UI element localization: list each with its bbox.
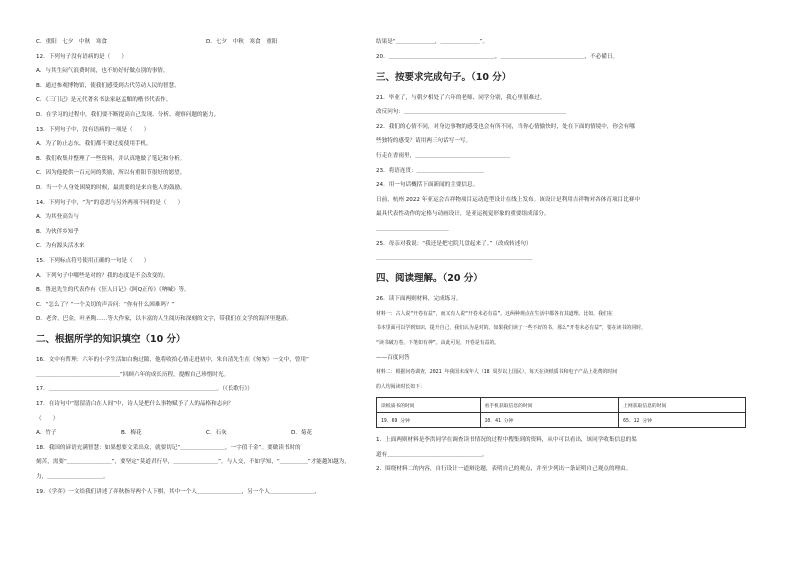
question-line: 14．下列句子中，“为”的意思与另外两项不同的是（ ） xyxy=(36,199,184,206)
question-line: 日前，杭州 2022 年亚运会吉祥物项目运动造型设计在线上发布。该设计是利用吉祥物对各体育项目比赛中 xyxy=(376,196,640,203)
question-line: 22．我们的心情不同，对身边事物的感受也会有所不同，当你心情愉快时，处在下面的情境中，你会有哪 xyxy=(376,123,635,130)
question-line: B．我们收集并整理了一些资料，并认真地做了笔记和分析。 xyxy=(36,155,186,162)
question-line: ＿＿＿＿＿＿＿＿＿＿＿＿＿＿＿＿＿＿＿＿＿＿＿＿＿＿＿＿ xyxy=(376,255,533,262)
section-heading: 四、阅读理解。（20 分） xyxy=(376,273,483,285)
question-line: 20．＿＿＿＿＿＿＿＿＿＿＿＿＿＿＿＿＿＿＿，＿＿＿＿＿＿＿＿＿＿＿＿＿＿＿，不必備日。 xyxy=(376,53,619,60)
option-row xyxy=(36,429,376,437)
question-line: B．通过参观博物馆，使我们感受到古代劳动人民的智慧。 xyxy=(36,82,180,89)
question-line: 21．毕业了，与朝夕相处了六年的老师、同学分别，我心里很难过。 xyxy=(376,94,546,101)
option-row xyxy=(36,38,376,46)
question-line: 结果是“＿＿＿＿＿＿＿，＿＿＿＿＿＿＿”。 xyxy=(376,39,489,45)
question-line: ＿＿＿＿＿＿＿＿＿＿＿＿＿ xyxy=(376,225,449,232)
question-line: C．“怎么了？”一个关切的声音问：“你有什么困难吗？” xyxy=(36,301,175,308)
right-column xyxy=(376,38,756,480)
question-line: C．《三门记》是元代著名书法家赵孟頫的楷书代表作。 xyxy=(36,97,172,104)
question-line: 改反问句：＿＿＿＿＿＿＿＿＿＿＿＿＿＿＿＿＿＿＿＿＿＿＿＿＿＿＿＿＿ xyxy=(376,109,567,116)
material-text-line: 书本里面可以学到知识、提升自己，我们认为是对的。如果我们读了一些不好的书，那么“开卷未必有益”，要在读书的同时， xyxy=(376,325,646,332)
question-line: 13．下列句子中，没有语病的一项是（ ） xyxy=(36,126,150,133)
question-line: A．下列句子中哪些是对的？我的态度是不会改变的。 xyxy=(36,272,169,279)
material-text-line: 材料二：根据问卷调查，2021 年我国未成年人（18 周岁以上国民），每天在读纸质书和电子产品上花费的时间 xyxy=(376,369,618,376)
question-line: 道有＿＿＿＿＿＿＿＿＿＿＿＿＿＿＿＿＿。 xyxy=(376,451,488,458)
table-header-cell: 看手机获取信息的时间 xyxy=(480,398,619,413)
question-line: 24．用一句话概括下面新闻的主要信息。 xyxy=(376,182,479,189)
material-text-line: “读书破万卷，下笔如有神”。由此可见，开卷是有益的。 xyxy=(376,339,500,346)
question-line: 刻苦，需要“＿＿＿＿＿＿＿＿”，要坚定“莫道君行早，＿＿＿＿＿＿＿＿”。与人交，不如学知，“＿＿＿＿＿”才能越知越为， xyxy=(36,459,350,466)
question-line: A．为其登高告与 xyxy=(36,214,79,221)
question-line: 19．《学弈》一文给我们讲述了弈秋指导两个人下棋，其中一个人＿＿＿＿＿＿＿＿，另一个人＿＿＿＿＿＿＿＿， xyxy=(36,488,321,495)
answer-option: C．石灰 xyxy=(206,430,227,437)
question-line: A．与其生闷气浪费时间，也不妨好好做点别的事情。 xyxy=(36,68,169,75)
question-line: D．在学习的过程中，我们要不断提高自己发现、分析、观察问题的能力。 xyxy=(36,111,220,118)
question-line: 23．将语连贯：＿＿＿＿＿＿＿＿＿＿＿＿ xyxy=(376,167,484,174)
reading-time-table xyxy=(376,397,746,428)
question-line: 行走在香雨里，＿＿＿＿＿＿＿＿＿＿＿＿＿＿＿＿＿ xyxy=(376,152,511,159)
question-line: B．为伙伴乡知乎 xyxy=(36,228,79,235)
question-line: 2．围绕材料二的内容，自行设计一道辩论题，表明自己的观点，并至少列出一条证明自己观点的理由。 xyxy=(376,466,632,473)
table-header-cell: 读纸质书的时间 xyxy=(377,398,481,413)
question-line: 最具代表性动作的定格与动画设计，是亚运视觉形象的重要组成部分。 xyxy=(376,211,550,218)
section-heading: 三、按要求完成句子。（10 分） xyxy=(376,71,512,83)
question-line: ＿＿＿＿＿＿＿＿＿＿＿＿＿＿＿”回顾六年的成长历程，提醒自己珍惜时光。 xyxy=(36,371,230,378)
question-line: A．为了防止志东，我们都不要过度使用手机。 xyxy=(36,141,152,148)
table-row xyxy=(377,413,746,428)
question-line: B．鲁迅先生的代表作有《狂人日记》《阿Q正传》《呐喊》等。 xyxy=(36,287,190,294)
table-cell: 10．41 分钟 xyxy=(480,413,619,428)
question-line: C．为有源头活水来 xyxy=(36,243,85,250)
answer-option: C．重阳 七夕 中秋 寒食 xyxy=(36,39,108,45)
table-cell: 19．69 分钟 xyxy=(377,413,481,428)
answer-option: B．梅花 xyxy=(121,430,142,437)
question-line: 15．下列标点符号使用正确的一句是（ ） xyxy=(36,257,150,264)
question-line: 些独特的感受？请用两三句话写一写。 xyxy=(376,138,472,145)
question-line: 12．下列句子没有语病的是（ ） xyxy=(36,53,128,60)
question-line: 力，＿＿＿＿＿＿＿＿＿＿。 xyxy=(36,474,109,481)
answer-option: D．菊花 xyxy=(291,430,313,437)
section-heading: 二、根据所学的知识填空（10 分） xyxy=(36,334,186,346)
table-header-cell: 上网获取信息的时间 xyxy=(619,398,746,413)
material-text-line: 的人均阅读时长如下： xyxy=(376,383,425,390)
material-text-line: 材料一：古人说“开卷有益”，而又有人说“开卷未必有益”。这两种观点在生活中都各有其道理。比如，我们在 xyxy=(376,310,613,317)
table-header-row xyxy=(377,398,746,413)
question-line: 18．我国的谚语充满智慧：如果想要文采出众，就要切记“＿＿＿＿＿＿＿＿，一字值千金”。要做读书时的 xyxy=(36,444,301,451)
question-line: 17．＿＿＿＿＿＿＿＿＿＿＿＿＿＿＿＿＿＿＿＿＿＿＿＿＿＿＿＿＿＿。（《长歌行》） xyxy=(36,386,253,393)
question-line: 25．母亲对我说：“我还是把宅院儿盘起来了。”（改成转述句） xyxy=(376,240,532,247)
question-line: 16．文中有哲理：六年的小学生活如白驹过隙，他将收拾心情走进初中，朱自清先生在《匆匆》一文中，曾用“ xyxy=(36,357,309,364)
left-column xyxy=(36,38,376,502)
answer-option: D．七夕 中秋 寒食 重阳 xyxy=(206,39,278,45)
question-line: 26．读下面两则材料，完成练习。 xyxy=(376,296,462,303)
question-line: （ ） xyxy=(36,415,59,422)
table-cell: 65．12 分钟 xyxy=(619,413,746,428)
question-line: 17．在诗句中“愿留清白在人间”中，诗人是把什么事物赋予了人的品格和志向？ xyxy=(36,401,234,408)
answer-option: A．竹子 xyxy=(36,430,57,437)
question-line: 1．上面两则材料是李洪同学在调查读书情况的过程中搜集到的资料，从中可以看出，该同学收集信息的渠 xyxy=(376,437,637,444)
question-line: D．当一个人身处困境的时候，最需要的是来自他人的鼓励。 xyxy=(36,184,186,191)
question-line: C．因为他提供一百元问的奖励，所以有重阳节很好的愿望。 xyxy=(36,170,186,177)
question-line: ——百度问答 xyxy=(376,354,410,361)
question-line: D．老舍，巴金，叶圣陶……等大作家，以丰富的人生阅历和深刻的文字，带我们在文学的海洋里遨游。 xyxy=(36,316,293,323)
